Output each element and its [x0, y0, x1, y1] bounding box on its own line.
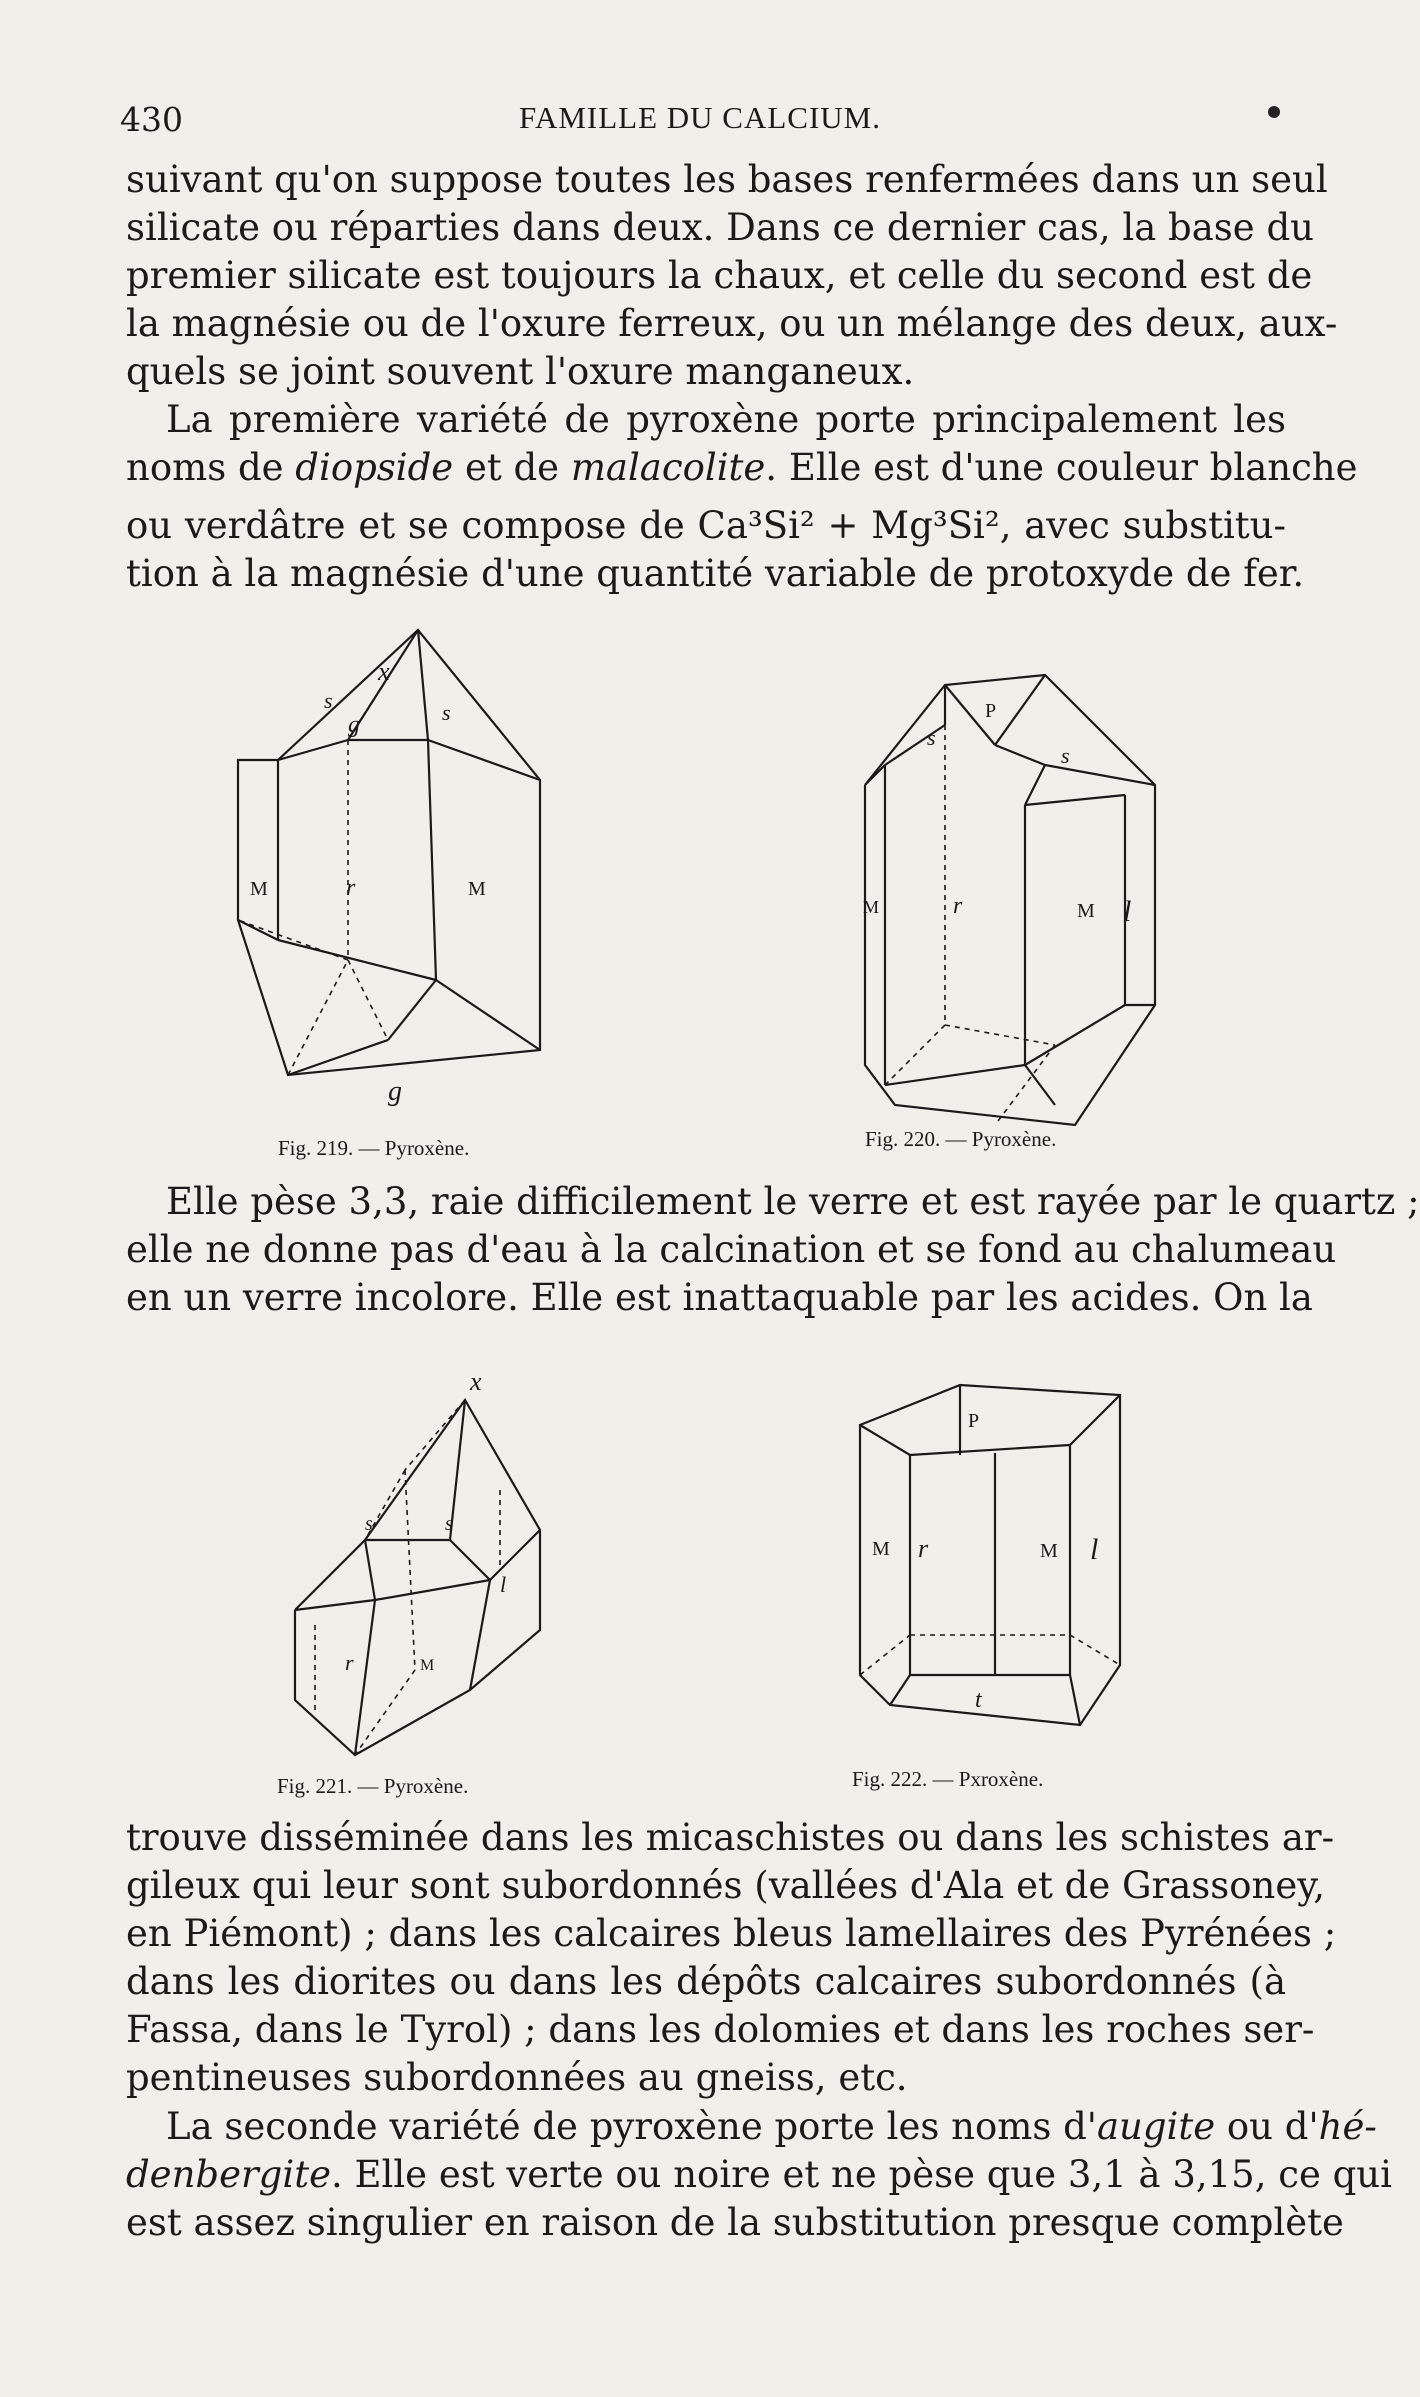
page-number: 430 [120, 100, 183, 139]
mineral-name: malacolite [570, 446, 766, 489]
text-line: tion à la magnésie d'une quantité variable de protoxyde de fer. [126, 552, 1305, 595]
paragraph-4 [126, 1814, 1337, 2102]
text-line: premier silicate est toujours la chaux, et celle du second est de [126, 254, 1313, 297]
paragraph-3 [126, 1178, 1420, 1322]
formula-line: ou verdâtre et se compose de Ca³Si² + Mg³Si², avec substitu- [126, 504, 1286, 547]
text-run: La seconde variété de pyroxène porte les noms d' [166, 2105, 1097, 2148]
text-line: La première variété de pyroxène porte principalement les [166, 398, 1286, 441]
face-label: P [985, 700, 997, 722]
face-label: r [345, 1650, 354, 1675]
figure-222 [850, 1375, 1180, 1791]
face-label: s [1061, 743, 1070, 768]
crystal-drawing-220 [855, 665, 1175, 1165]
figure-caption: Fig. 222. — Pxroxène. [852, 1767, 1044, 1791]
face-label: l [500, 1572, 507, 1597]
text-line: est assez singulier en raison de la substitution presque complète [126, 2201, 1344, 2244]
text-line [126, 444, 1358, 492]
face-label: r [346, 875, 356, 901]
face-label: r [918, 1534, 929, 1563]
paragraph-1 [126, 156, 1358, 598]
mineral-name: hé- [1318, 2105, 1377, 2148]
face-label: g [348, 712, 360, 738]
figure-221 [265, 1367, 565, 1798]
face-label: P [968, 1410, 980, 1432]
face-label: x [470, 1367, 482, 1396]
running-header [120, 100, 1280, 148]
crystal-drawing-221 [265, 1367, 565, 1780]
face-label: s [324, 688, 333, 713]
text-line: trouve disséminée dans les micaschistes ou dans les schistes ar- [126, 1816, 1335, 1859]
face-label: M [420, 1657, 435, 1674]
face-label: l [1123, 895, 1132, 928]
face-label: M [468, 878, 486, 900]
mineral-name: diopside [295, 446, 454, 489]
mineral-name: augite [1096, 2105, 1216, 2148]
crystal-drawing-219 [228, 620, 568, 1160]
face-label: t [975, 1687, 982, 1713]
text-line: Elle pèse 3,3, raie difficilement le verre et est rayée par le quartz ; [166, 1180, 1420, 1223]
crystal-drawing-222 [850, 1375, 1180, 1785]
text-line: Fassa, dans le Tyrol) ; dans les dolomies et dans les roches ser- [126, 2008, 1315, 2051]
text-line: dans les diorites ou dans les dépôts calcaires subordonnés (à [126, 1960, 1286, 2003]
text-run: . Elle est d'une couleur blanche [765, 446, 1358, 489]
text-run: ou d' [1215, 2105, 1319, 2148]
text-line [126, 2151, 1392, 2199]
figure-219 [228, 620, 568, 1160]
running-title: FAMILLE DU CALCIUM. [519, 100, 881, 135]
face-label: s [365, 1513, 373, 1535]
text-line: quels se joint souvent l'oxure manganeux. [126, 350, 915, 393]
text-line: gileux qui leur sont subordonnés (vallées d'Ala et de Grassoney, [126, 1864, 1326, 1907]
text-line: en Piémont) ; dans les calcaires bleus lamellaires des Pyrénées ; [126, 1912, 1337, 1955]
text-run: noms de [126, 446, 296, 489]
ink-dot [1268, 106, 1280, 118]
face-label: s [445, 1513, 453, 1535]
face-label: s [442, 700, 451, 725]
face-label: M [863, 897, 880, 917]
figure-caption: Fig. 219. — Pyroxène. [278, 1136, 470, 1160]
paragraph-5 [126, 2103, 1392, 2247]
figure-220 [855, 665, 1175, 1165]
mineral-name: denbergite [126, 2153, 331, 2196]
text-line: elle ne donne pas d'eau à la calcination et se fond au chalumeau [126, 1228, 1337, 1271]
text-line: en un verre incolore. Elle est inattaquable par les acides. On la [126, 1276, 1313, 1319]
face-label: g [388, 1076, 402, 1107]
face-label: M [250, 878, 268, 900]
text-line: silicate ou réparties dans deux. Dans ce dernier cas, la base du [126, 206, 1314, 249]
figure-caption: Fig. 220. — Pyroxène. [865, 1127, 1057, 1151]
face-label: M [1077, 900, 1095, 922]
face-label: x [378, 657, 390, 686]
text-run: et de [453, 446, 571, 489]
face-label: l [1090, 1533, 1099, 1566]
text-run: . Elle est verte ou noire et ne pèse que 3,1 à 3,15, ce qui [330, 2153, 1392, 2196]
text-line: suivant qu'on suppose toutes les bases renfermées dans un seul [126, 158, 1328, 201]
text-line [126, 2103, 1377, 2151]
figure-caption: Fig. 221. — Pyroxène. [277, 1774, 469, 1798]
face-label: M [872, 1538, 890, 1560]
text-line: pentineuses subordonnées au gneiss, etc. [126, 2056, 908, 2099]
face-label: r [953, 893, 963, 919]
face-label: M [1040, 1540, 1058, 1562]
face-label: s [927, 725, 936, 750]
text-line: la magnésie ou de l'oxure ferreux, ou un mélange des deux, aux- [126, 302, 1338, 345]
